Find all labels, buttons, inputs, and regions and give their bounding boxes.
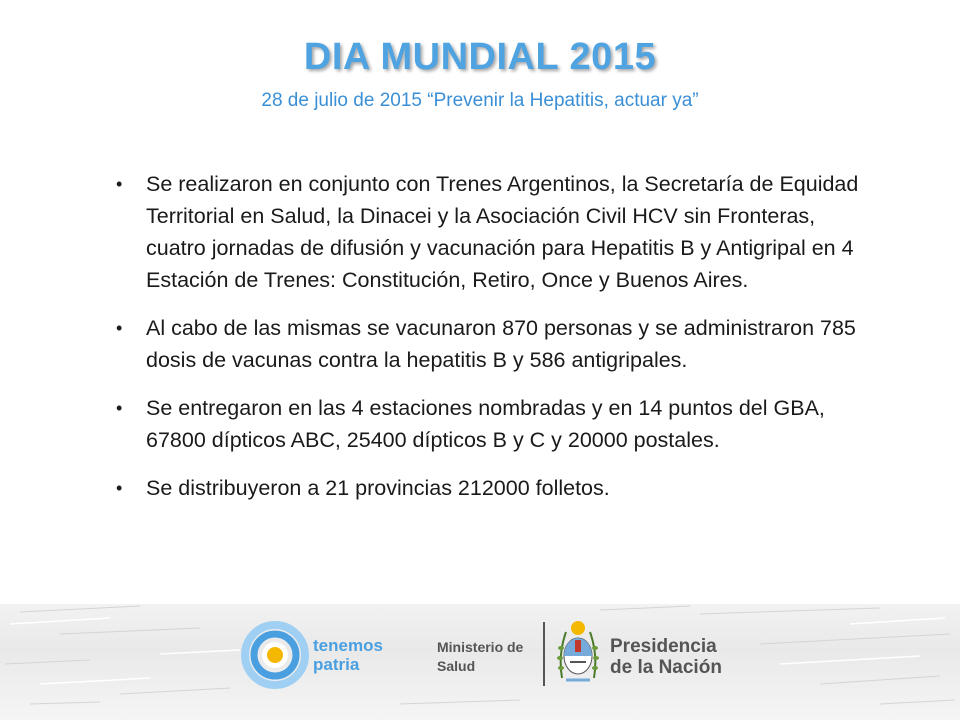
salud-line: Salud [437,658,476,674]
bullet-text: Se distribuyeron a 21 provincias 212000 folletos. [146,476,610,500]
tenemos-patria-wordmark [313,636,383,674]
bullet-text: Se entregaron en las 4 estaciones nombradas y en 14 puntos del GBA, 67800 dípticos ABC, 25400 dípticos B y C y 20000 postales. [146,396,825,452]
bullet-item [108,472,878,504]
bullet-list [108,168,878,520]
ministerio-salud-wordmark [437,638,523,676]
bullet-item [108,312,878,376]
patria-line: patria [313,655,360,674]
argentina-coat-of-arms-icon [556,618,600,686]
slide-title: DIA MUNDIAL 2015 [303,36,657,78]
bullet-dot: • [116,398,123,418]
tenemos-line: tenemos [313,636,383,655]
bullet-text: Al cabo de las mismas se vacunaron 870 personas y se administraron 785 dosis de vacunas contra la hepatitis B y 586 antigripales. [146,316,856,372]
bullet-dot: • [116,318,123,338]
presidencia-wordmark [610,636,722,678]
logo-divider [543,622,545,686]
de-la-nacion-line: de la Nación [610,657,722,678]
bullet-text: Se realizaron en conjunto con Trenes Argentinos, la Secretaría de Equidad Territorial en Salud, la Dinacei y la Asociación Civil HCV sin Fronteras, cuatro jornadas de difusión y vacunación para Hepatitis B y Antigripal en 4 Estación de Trenes: Constitución, Retiro, Once y Buenos Aires. [146,172,859,292]
bullet-dot: • [116,174,123,194]
bullet-item [108,392,878,456]
bullet-item [108,168,878,296]
presidencia-line: Presidencia [610,636,717,657]
bullet-dot: • [116,478,123,498]
ministerio-line: Ministerio de [437,639,524,655]
tenemos-patria-sun-logo-icon [240,620,310,690]
slide-subtitle: 28 de julio de 2015 “Prevenir la Hepatitis, actuar ya” [261,90,699,111]
